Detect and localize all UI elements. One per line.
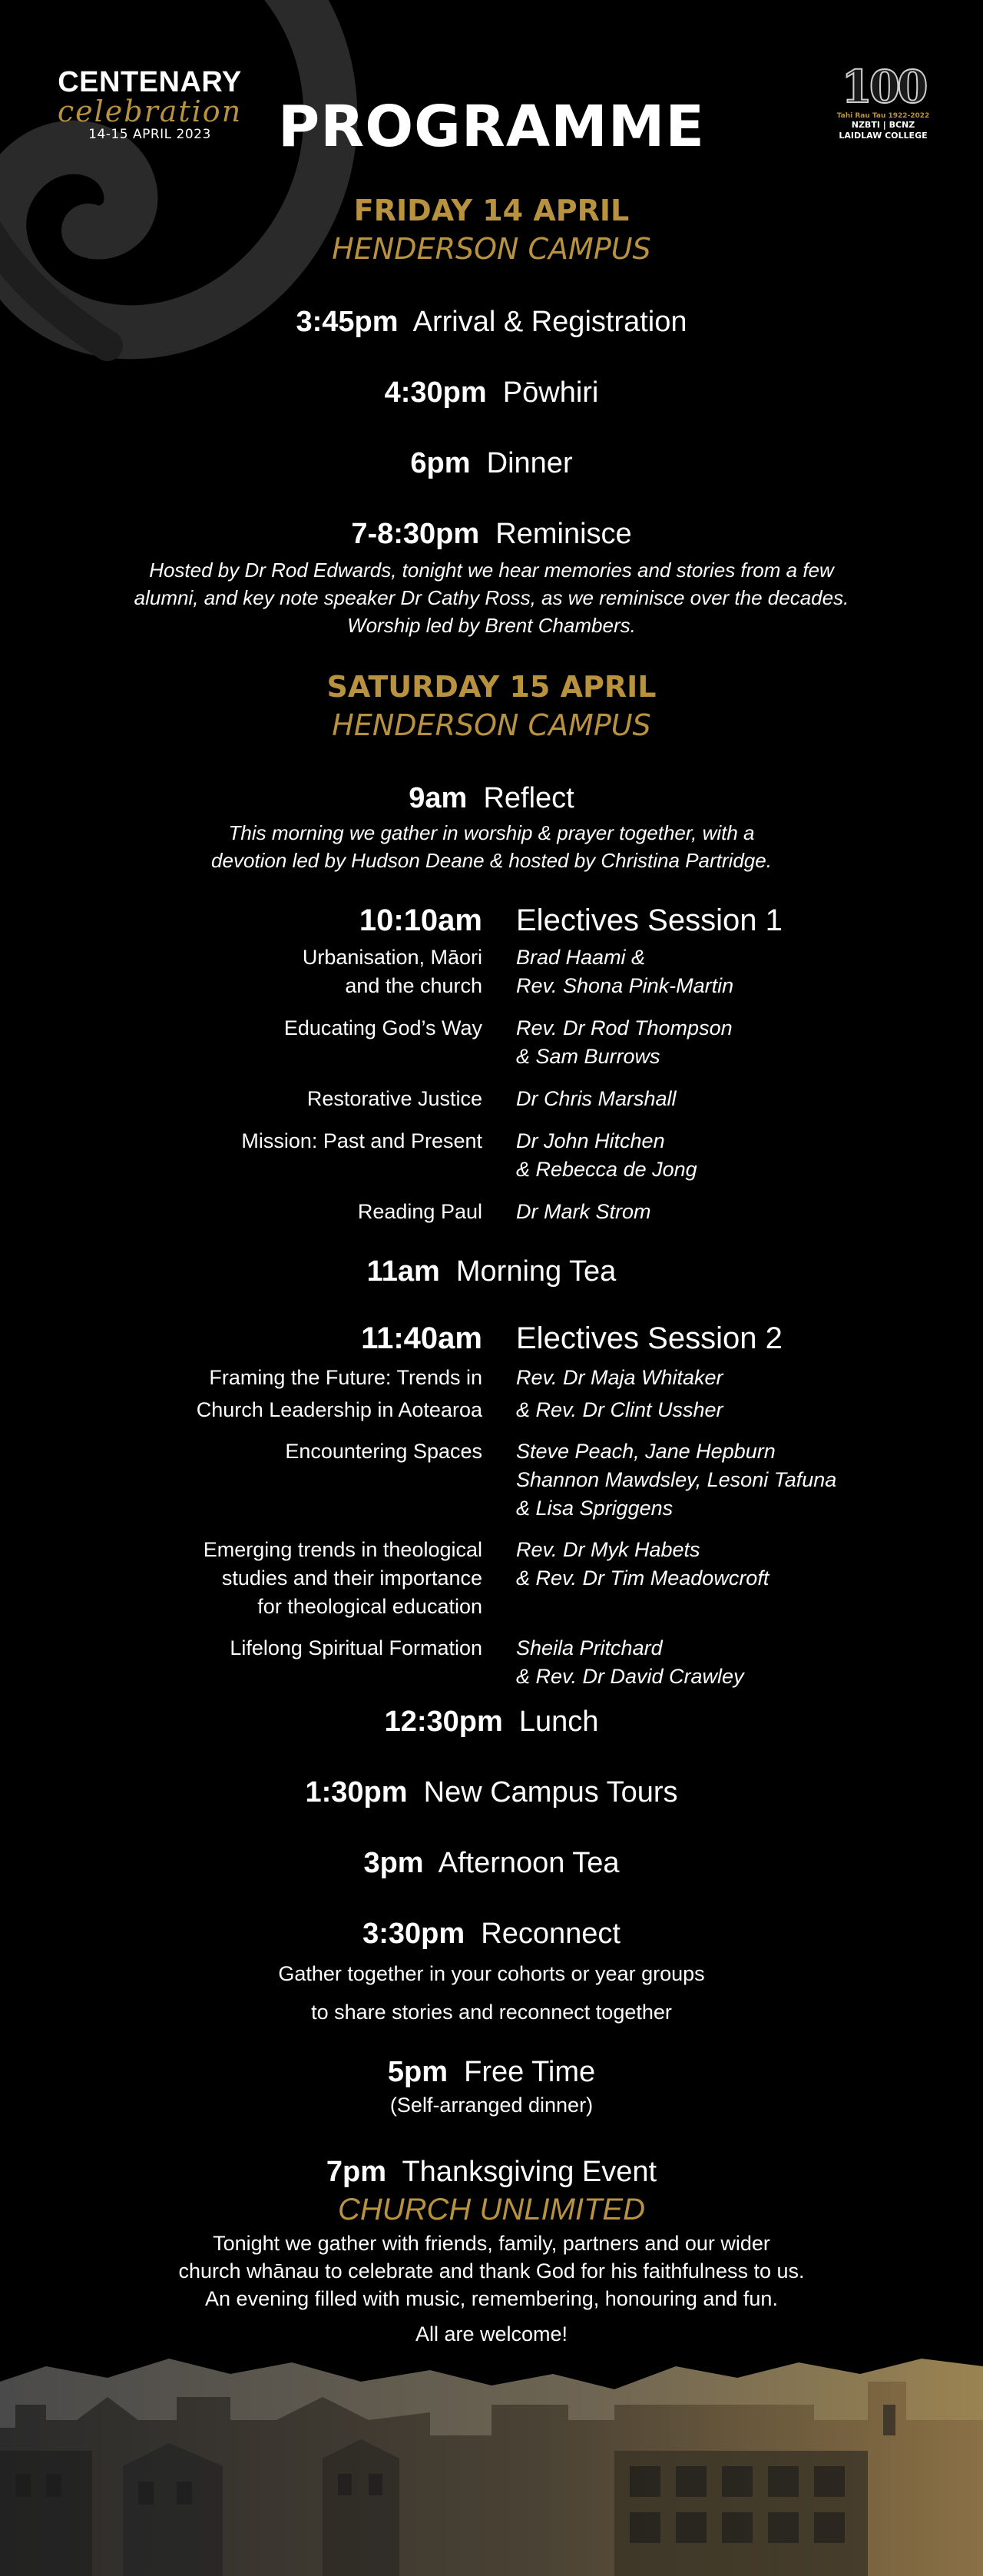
friday-header (0, 194, 983, 266)
elective-presenters: Rev. Dr Myk Habets & Rev. Dr Tim Meadowcroft (516, 1538, 770, 1590)
event-free-time (0, 2056, 983, 2089)
elective-topic: Emerging trends in theological studies and their importance for theological education (203, 1538, 482, 1618)
centenary-wordmark: CENTENARY (58, 66, 242, 98)
day-heading: FRIDAY 14 APRIL (353, 194, 630, 227)
event-time: 11am (366, 1255, 440, 1288)
event-powhiri (0, 376, 983, 409)
reconnect-description (0, 1954, 983, 2031)
desc-line: An evening filled with music, remembering, honouring and fun. (205, 2287, 778, 2310)
session-name: Electives Session 2 (516, 1321, 783, 1355)
elective-topic: Educating God’s Way (283, 1016, 482, 1039)
event-dates: 14-15 APRIL 2023 (88, 127, 211, 142)
event-dinner (0, 447, 983, 480)
event-time: 5pm (387, 2056, 448, 2088)
event-time: 3:45pm (296, 306, 399, 338)
elective-topic: Framing the Future: Trends in Church Leadership in Aotearoa (196, 1366, 482, 1421)
elective-topic: Restorative Justice (306, 1087, 482, 1110)
elective-topic: Lifelong Spiritual Formation (230, 1636, 482, 1659)
event-time: 6pm (410, 447, 471, 479)
venue-heading: HENDERSON CAMPUS (332, 708, 651, 742)
elective-topic: Mission: Past and Present (241, 1129, 482, 1152)
free-time-note: (Self-arranged dinner) (389, 2094, 594, 2117)
event-name: Reminisce (495, 518, 632, 550)
event-name: Thanksgiving Event (402, 2156, 657, 2188)
event-reconnect (0, 1918, 983, 1951)
event-afternoon-tea (0, 1847, 983, 1880)
elective-presenters: Rev. Dr Maja Whitaker & Rev. Dr Clint Ussher (516, 1366, 723, 1421)
org-line-1: NZBTI | BCNZ (851, 120, 915, 130)
event-name: Reflect (483, 782, 574, 814)
electives-session-2-heading (0, 1321, 983, 1360)
electives-session-1-heading (0, 903, 983, 942)
desc-line: All are welcome! (415, 2322, 568, 2346)
event-name: Lunch (518, 1706, 599, 1738)
elective-presenters: Brad Haami & Rev. Shona Pink-Martin (516, 946, 734, 997)
desc-line: Tonight we gather with friends, family, partners and our wider (213, 2232, 770, 2255)
elective-presenters: Rev. Dr Rod Thompson & Sam Burrows (516, 1016, 733, 1068)
event-thanksgiving (0, 2156, 983, 2189)
desc-line: Worship led by Brent Chambers. (347, 614, 636, 637)
event-arrival (0, 306, 983, 339)
event-reflect (0, 782, 983, 815)
event-time: 4:30pm (384, 376, 487, 409)
desc-line: alumni, and key note speaker Dr Cathy Ross, as we reminisce over the decades. (134, 586, 849, 609)
event-name: Afternoon Tea (438, 1847, 620, 1879)
elective-presenters: Sheila Pritchard & Rev. Dr David Crawley (516, 1636, 744, 1688)
event-name: New Campus Tours (423, 1776, 678, 1809)
desc-line: to share stories and reconnect together (311, 2001, 672, 2024)
thanksgiving-venue: CHURCH UNLIMITED (338, 2193, 645, 2226)
page-title: PROGRAMME (278, 94, 705, 160)
event-name: Free Time (464, 2056, 596, 2088)
event-time: 3:30pm (362, 1918, 465, 1950)
org-line-2: LAIDLAW COLLEGE (839, 131, 928, 141)
elective-topic: Reading Paul (357, 1200, 482, 1223)
reminisce-description (0, 556, 983, 639)
event-morning-tea (0, 1255, 983, 1288)
event-time: 7-8:30pm (351, 518, 480, 550)
desc-line: Hosted by Dr Rod Edwards, tonight we hear memories and stories from a few (149, 559, 834, 582)
event-name: Dinner (486, 447, 573, 479)
session-time: 10:10am (359, 903, 482, 937)
event-time: 9am (409, 782, 468, 814)
event-name: Reconnect (481, 1918, 621, 1950)
day-heading: SATURDAY 15 APRIL (326, 670, 657, 704)
elective-presenters: Dr John Hitchen & Rebecca de Jong (516, 1129, 697, 1181)
event-time: 12:30pm (384, 1706, 503, 1738)
session-time: 11:40am (361, 1321, 482, 1355)
event-name: Pōwhiri (502, 376, 599, 409)
elective-presenters: Dr Chris Marshall (516, 1087, 677, 1110)
desc-line: church whānau to celebrate and thank God for his faithfulness to us. (178, 2259, 805, 2283)
desc-line: Gather together in your cohorts or year groups (278, 1962, 705, 1985)
campus-skyline-illustration (0, 2336, 983, 2576)
reflect-description (0, 819, 983, 874)
elective-topic: Encountering Spaces (285, 1440, 482, 1463)
event-campus-tours (0, 1776, 983, 1809)
celebration-script: celebration (57, 94, 243, 128)
elective-presenters: Dr Mark Strom (516, 1200, 651, 1223)
elective-topic: Urbanisation, Māori and the church (302, 946, 482, 997)
session-name: Electives Session 1 (516, 903, 783, 937)
tahi-rau-tau: Tahi Rau Tau 1922-2022 (836, 112, 930, 120)
event-lunch (0, 1706, 983, 1739)
saturday-header (0, 670, 983, 742)
hundred-mark: 100 (841, 61, 925, 113)
event-time: 3pm (363, 1847, 424, 1879)
desc-line: This morning we gather in worship & prayer together, with a (228, 821, 755, 844)
venue-heading: HENDERSON CAMPUS (332, 232, 651, 266)
thanksgiving-description (0, 2230, 983, 2348)
event-name: Arrival & Registration (412, 306, 687, 338)
elective-presenters: Steve Peach, Jane Hepburn Shannon Mawdsley, Lesoni Tafuna & Lisa Spriggens (516, 1440, 837, 1520)
event-time: 1:30pm (305, 1776, 408, 1809)
event-name: Morning Tea (455, 1255, 617, 1288)
desc-line: devotion led by Hudson Deane & hosted by Christina Partridge. (211, 849, 772, 872)
event-reminisce (0, 518, 983, 551)
event-time: 7pm (326, 2156, 387, 2188)
